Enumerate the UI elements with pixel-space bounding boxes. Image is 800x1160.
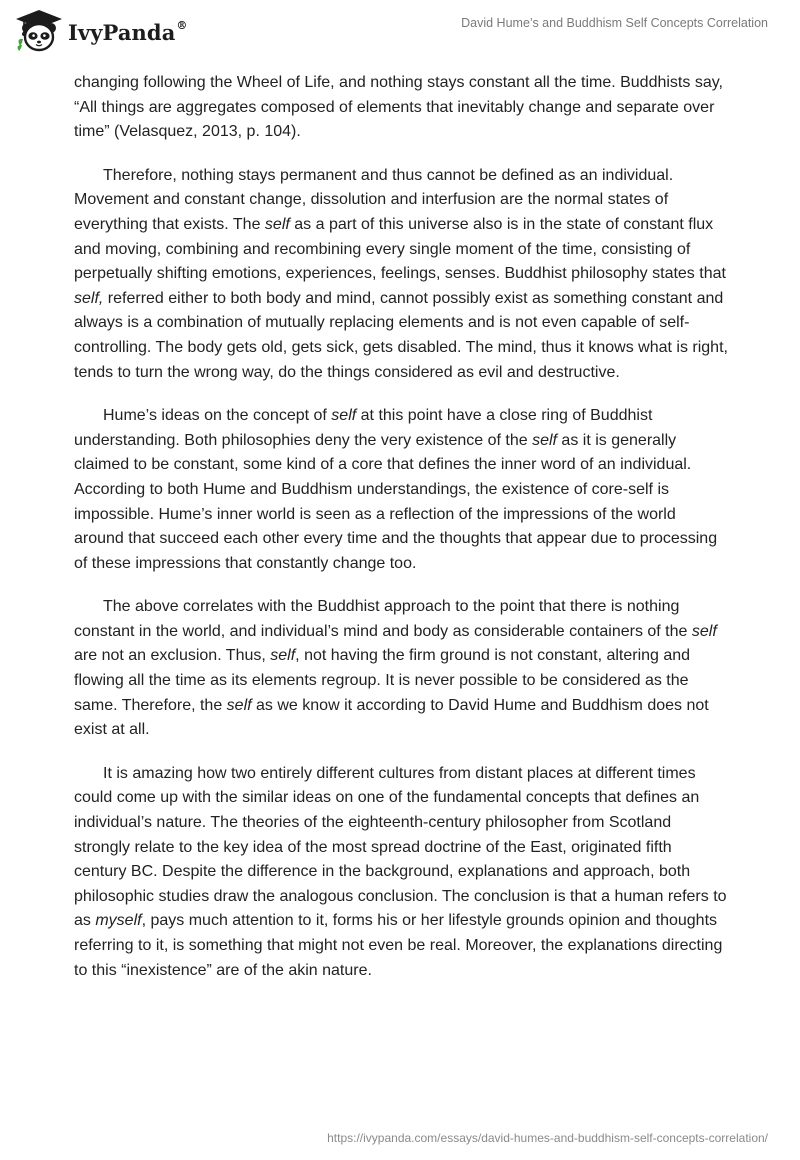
text-run: at this point have a close ring of Buddhist understanding. Both philosophies deny the very existence of the [74, 407, 653, 449]
italic-term: self [226, 696, 252, 714]
source-url-link[interactable]: https://ivypanda.com/essays/david-humes-and-buddhism-self-concepts-correlation/ [327, 1131, 768, 1145]
italic-term: self [264, 215, 290, 233]
italic-term: self, [74, 289, 104, 307]
logo-text: IvyPanda [68, 19, 176, 45]
italic-term: self [270, 647, 296, 665]
italic-term: myself [95, 912, 142, 930]
text-run: Hume’s ideas on the concept of [103, 407, 332, 425]
ivypanda-logo[interactable] [14, 8, 188, 54]
paragraph-5 [74, 762, 728, 983]
logo-wordmark [68, 20, 188, 45]
document-title: David Hume’s and Buddhism Self Concepts Correlation [461, 16, 768, 30]
page-header [0, 0, 800, 64]
paragraph-3 [74, 404, 728, 576]
paragraph-4 [74, 595, 728, 743]
text-run: as it is generally claimed to be constant, some kind of a core that defines the inner word of an individual. According to both Hume and Buddhism understandings, the existence of core-self is impossible. Hume’s inner world is seen as a reflection of the impressions of the world around that succeed each other every time and the thoughts that appear due to processing of these impressions that constantly change too. [74, 431, 718, 572]
text-run: , pays much attention to it, forms his or her lifestyle grounds opinion and thoughts referring to it, is something that might not even be real. Moreover, the explanations directing to this “inexistence” are of the akin nature. [74, 912, 723, 979]
italic-term: self [532, 431, 557, 449]
text-run: as we know it according to David Hume and Buddhism does not exist at all. [74, 696, 709, 739]
text-run: , not having the firm ground is not constant, altering and flowing all the time as its elements regroup. It is never possible to be considered as the same. Therefore, the [74, 647, 691, 714]
text-run: The above correlates with the Buddhist approach to the point that there is nothing constant in the world, and individual’s mind and body as considerable containers of the [74, 598, 692, 640]
paragraph-2 [74, 164, 728, 385]
italic-term: self [691, 622, 717, 640]
essay-body [74, 71, 728, 1002]
paragraph-1: changing following the Wheel of Life, and nothing stays constant all the time. Buddhists say, “All things are aggregates composed of elements that inevitably change and separate over time” (Velasquez, 2013, p. 104). [74, 74, 723, 141]
text-run: are not an exclusion. Thus, [74, 647, 271, 665]
registered-mark: ® [176, 18, 188, 32]
panda-graduate-icon [14, 8, 64, 54]
italic-term: self [331, 407, 357, 425]
text-run: as a part of this universe also is in the state of constant flux and moving, combining and recombining every single moment of the time, consisting of perpetually shifting emotions, experiences, feelings, senses. Buddhist philosophy states that [74, 215, 726, 283]
text-run: Therefore, nothing stays permanent and thus cannot be defined as an individual. Movement and constant change, dissolution and interfusion are the normal states of everything that exists. The [74, 166, 674, 233]
text-run: It is amazing how two entirely different cultures from distant places at different times could come up with the similar ideas on one of the fundamental concepts that defines an individual’s nature. The theories of the eighteenth-century philosopher from Scotland strongly relate to the key idea of the most spread doctrine of the East, originated fifth century BC. Despite the difference in the background, explanations and approach, both philosophic studies draw the analogous conclusion. The conclusion is that a human refers to as [74, 764, 727, 930]
text-run: referred either to both body and mind, cannot possibly exist as something constant and always is a combination of mutually replacing elements and is not even capable of self-controlling. The body gets old, gets sick, gets disabled. The mind, thus it knows what is right, tends to turn the wrong way, do the things considered as evil and destructive. [74, 289, 728, 381]
